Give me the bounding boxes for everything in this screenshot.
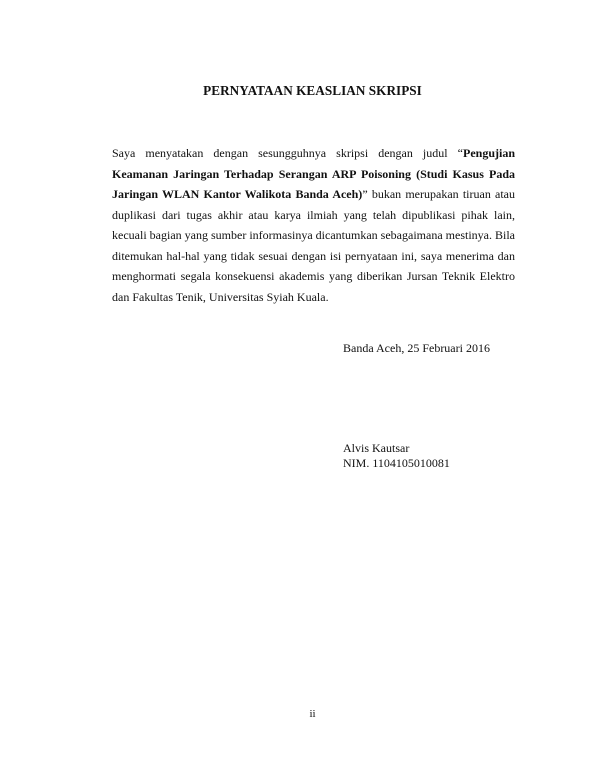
statement-intro: Saya menyatakan dengan sesungguhnya skripsi dengan judul “ — [112, 146, 463, 160]
signer-name: Alvis Kautsar — [343, 441, 410, 455]
statement-body: ” bukan merupakan tiruan atau duplikasi dari tugas akhir atau karya ilmiah yang telah dipublikasi pihak lain, kecuali bagian yang sumber informasinya dicantumkan sebagaimana mestinya. Bila ditemukan hal-hal yang tidak sesuai dengan isi pernyataan ini, saya menerima dan menghormati segala konsekuensi akademis yang diberikan Jursan Teknik Elektro dan Fakultas Tenik, Universitas Syiah Kuala. — [112, 187, 515, 304]
document-title: PERNYATAAN KEASLIAN SKRIPSI — [203, 83, 422, 98]
place-and-date: Banda Aceh, 25 Februari 2016 — [343, 341, 490, 355]
statement-paragraph — [112, 143, 515, 307]
thesis-title: Pengujian Keamanan Jaringan Terhadap Serangan ARP Poisoning (Studi Kasus Pada Jaringan WLAN Kantor Walikota Banda Aceh) — [112, 146, 515, 201]
page-number: ii — [309, 708, 316, 720]
signature-block — [343, 441, 450, 470]
signer-nim: NIM. 1104105010081 — [343, 455, 450, 470]
